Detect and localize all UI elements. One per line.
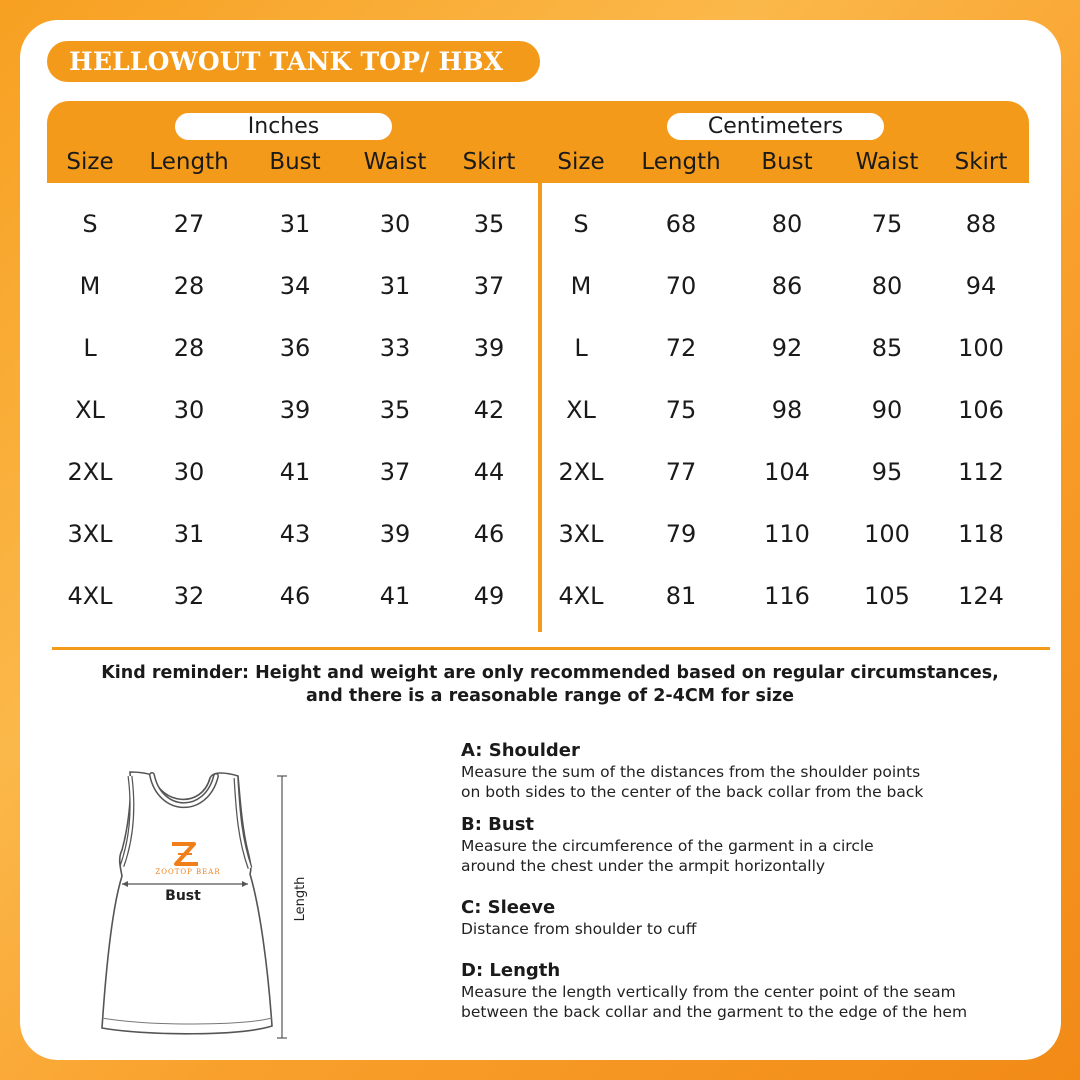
cm-cell-bust: 86 (771, 272, 803, 300)
inches-cell-length: 31 (173, 520, 205, 548)
measurement-description: Measure the sum of the distances from the shoulder points on both sides to the center of the back collar from the back (461, 763, 924, 801)
measurement-description: Measure the length vertically from the center point of the seam between the back collar and the garment to the edge of the hem (461, 983, 968, 1021)
inches-cell-waist: 41 (379, 582, 411, 610)
cm-cell-length: 70 (665, 272, 697, 300)
cm-cell-bust: 110 (764, 520, 810, 548)
measurement-title: A: Shoulder (461, 740, 580, 761)
cm-column-header-skirt: Skirt (954, 149, 1008, 175)
inches-column-header-length: Length (149, 149, 229, 175)
inches-cell-size: S (82, 210, 98, 238)
section-divider (52, 647, 1050, 650)
inches-column-header-size: Size (66, 149, 114, 175)
inches-cell-waist: 31 (379, 272, 411, 300)
measurement-title: B: Bust (461, 814, 535, 835)
inches-cell-skirt: 49 (473, 582, 505, 610)
cm-cell-skirt: 100 (958, 334, 1004, 362)
cm-cell-size: M (570, 272, 592, 300)
measurement-item (461, 960, 967, 1022)
cm-cell-waist: 75 (871, 210, 903, 238)
cm-cell-bust: 116 (764, 582, 810, 610)
measurement-item (461, 897, 696, 939)
inches-cell-bust: 36 (279, 334, 311, 362)
inches-cell-bust: 43 (279, 520, 311, 548)
measurement-item (461, 740, 923, 802)
cm-cell-waist: 90 (871, 396, 903, 424)
cm-cell-skirt: 112 (958, 458, 1004, 486)
inches-cell-bust: 41 (279, 458, 311, 486)
inches-column-header-skirt: Skirt (462, 149, 516, 175)
cm-cell-bust: 92 (771, 334, 803, 362)
bust-label: Bust (165, 888, 201, 904)
inches-cell-skirt: 46 (473, 520, 505, 548)
cm-column-header-bust: Bust (761, 149, 813, 175)
cm-cell-skirt: 94 (965, 272, 997, 300)
inches-cell-bust: 31 (279, 210, 311, 238)
measurement-title: C: Sleeve (461, 897, 556, 918)
cm-cell-length: 77 (665, 458, 697, 486)
inches-cell-size: L (83, 334, 97, 362)
cm-cell-bust: 104 (764, 458, 810, 486)
inches-column-header-bust: Bust (269, 149, 321, 175)
cm-cell-length: 81 (665, 582, 697, 610)
inches-cell-length: 30 (173, 396, 205, 424)
cm-cell-size: L (574, 334, 588, 362)
kind-reminder (60, 662, 1040, 708)
garment-diagram (90, 768, 330, 1048)
measurement-item (461, 814, 874, 876)
cm-cell-skirt: 118 (958, 520, 1004, 548)
inches-cell-length: 28 (173, 334, 205, 362)
inches-cell-bust: 46 (279, 582, 311, 610)
cm-cell-waist: 80 (871, 272, 903, 300)
cm-cell-waist: 100 (864, 520, 910, 548)
measurement-description: Measure the circumference of the garment in a circle around the chest under the armpit horizontally (461, 837, 874, 875)
inches-cell-size: 4XL (67, 582, 113, 610)
inches-cell-size: M (79, 272, 101, 300)
inches-cell-length: 28 (173, 272, 205, 300)
inches-cell-skirt: 44 (473, 458, 505, 486)
cm-column-header-waist: Waist (855, 149, 919, 175)
reminder-line-1: Kind reminder: Height and weight are only recommended based on regular circumstances, (101, 663, 999, 683)
inches-cell-skirt: 37 (473, 272, 505, 300)
inches-cell-size: 3XL (67, 520, 113, 548)
cm-cell-skirt: 124 (958, 582, 1004, 610)
inches-cell-length: 32 (173, 582, 205, 610)
cm-cell-size: S (573, 210, 589, 238)
cm-cell-size: XL (566, 396, 596, 424)
inches-column-header-waist: Waist (363, 149, 427, 175)
cm-cell-size: 3XL (558, 520, 604, 548)
inches-cell-length: 27 (173, 210, 205, 238)
reminder-line-2: and there is a reasonable range of 2-4CM for size (306, 686, 794, 706)
inches-cell-waist: 33 (379, 334, 411, 362)
inches-cell-bust: 39 (279, 396, 311, 424)
centimeters-unit-label: Centimeters (667, 113, 884, 140)
inches-unit-label: Inches (175, 113, 392, 140)
cm-cell-waist: 105 (864, 582, 910, 610)
inches-cell-skirt: 42 (473, 396, 505, 424)
cm-cell-waist: 95 (871, 458, 903, 486)
table-header (47, 101, 1029, 183)
inches-cell-waist: 39 (379, 520, 411, 548)
cm-column-header-size: Size (557, 149, 605, 175)
cm-cell-size: 2XL (558, 458, 604, 486)
cm-cell-skirt: 106 (958, 396, 1004, 424)
inches-cell-size: 2XL (67, 458, 113, 486)
logo-text: ZOOTOP BEAR (155, 868, 221, 876)
inches-cell-bust: 34 (279, 272, 311, 300)
length-label: Length (293, 876, 308, 922)
inches-cell-waist: 35 (379, 396, 411, 424)
cm-cell-size: 4XL (558, 582, 604, 610)
cm-cell-skirt: 88 (965, 210, 997, 238)
cm-cell-bust: 98 (771, 396, 803, 424)
cm-column-header-length: Length (641, 149, 721, 175)
inches-cell-size: XL (75, 396, 105, 424)
inches-cell-waist: 37 (379, 458, 411, 486)
cm-cell-length: 72 (665, 334, 697, 362)
inches-cell-waist: 30 (379, 210, 411, 238)
measurement-title: D: Length (461, 960, 561, 981)
cm-cell-waist: 85 (871, 334, 903, 362)
inches-cell-skirt: 35 (473, 210, 505, 238)
table-column-divider (538, 183, 542, 632)
cm-cell-bust: 80 (771, 210, 803, 238)
inches-cell-length: 30 (173, 458, 205, 486)
cm-cell-length: 79 (665, 520, 697, 548)
cm-cell-length: 68 (665, 210, 697, 238)
inches-cell-skirt: 39 (473, 334, 505, 362)
product-title: HELLOWOUT TANK TOP/ HBX (47, 41, 540, 82)
measurement-description: Distance from shoulder to cuff (461, 920, 697, 938)
cm-cell-length: 75 (665, 396, 697, 424)
